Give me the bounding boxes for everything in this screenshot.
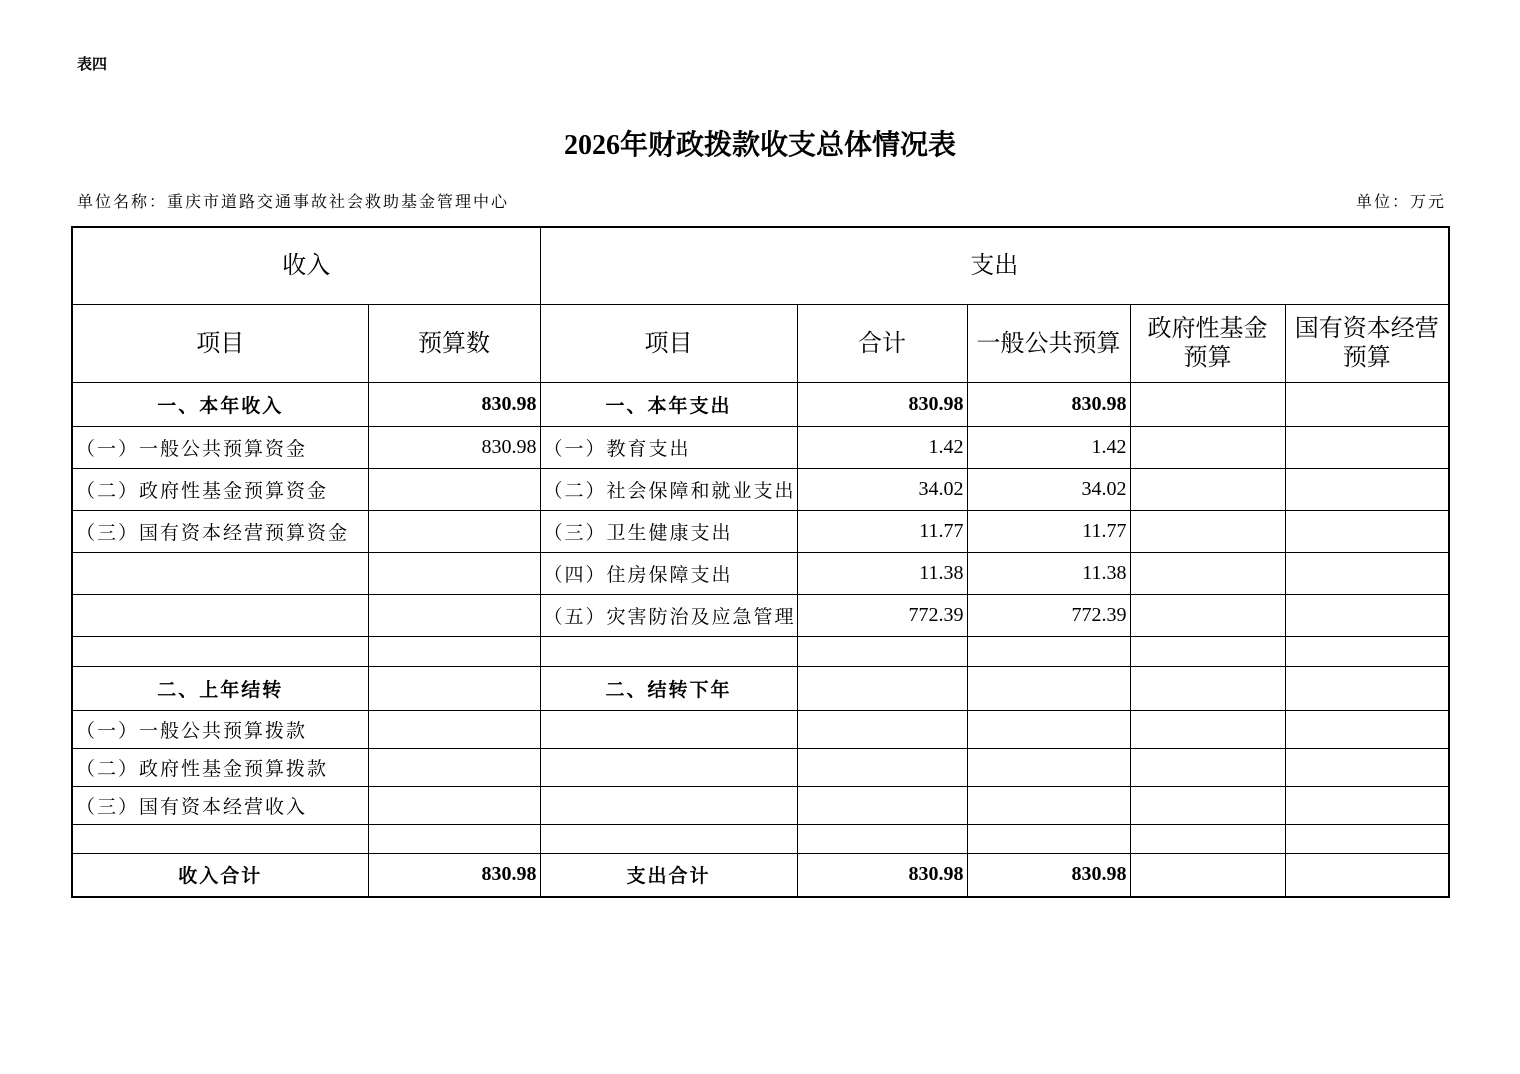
- income-budget-cell: [368, 710, 540, 748]
- column-header-row: [72, 304, 1449, 382]
- expense-total-cell: 772.39: [797, 594, 967, 636]
- income-item-cell: （二）政府性基金预算拨款: [72, 748, 368, 786]
- table-row: [72, 468, 1449, 510]
- capital-budget-cell: [1285, 426, 1449, 468]
- table-row: [72, 748, 1449, 786]
- expense-item-cell: 一、本年支出: [540, 382, 797, 426]
- expense-item-cell: [540, 786, 797, 824]
- table-row: [72, 552, 1449, 594]
- expense-item-cell: （三）卫生健康支出: [540, 510, 797, 552]
- income-item-header: 项目: [72, 304, 368, 382]
- general-budget-cell: 1.42: [967, 426, 1130, 468]
- capital-budget-cell: [1285, 824, 1449, 853]
- capital-budget-header-label: 国有资本经营预算: [1294, 314, 1439, 371]
- capital-budget-cell: [1285, 594, 1449, 636]
- table-row: [72, 426, 1449, 468]
- income-item-cell: 二、上年结转: [72, 666, 368, 710]
- expense-total-cell: 34.02: [797, 468, 967, 510]
- general-budget-cell: 11.77: [967, 510, 1130, 552]
- unit-label: 单位：万元: [1355, 192, 1446, 211]
- income-item-cell: [72, 636, 368, 666]
- capital-budget-cell: [1285, 552, 1449, 594]
- expense-total-header: 合计: [797, 304, 967, 382]
- income-budget-cell: [368, 824, 540, 853]
- general-budget-cell: [967, 710, 1130, 748]
- general-budget-cell: 34.02: [967, 468, 1130, 510]
- row-current-year: [72, 382, 1449, 426]
- general-budget-header: 一般公共预算: [967, 304, 1130, 382]
- fund-budget-cell: [1130, 636, 1285, 666]
- capital-budget-cell: [1285, 510, 1449, 552]
- capital-budget-cell: [1285, 382, 1449, 426]
- income-total-value: 830.98: [368, 853, 540, 897]
- expense-total-cell: [797, 710, 967, 748]
- expense-total-cell: 830.98: [797, 382, 967, 426]
- income-total-label: 收入合计: [72, 853, 368, 897]
- capital-budget-cell: [1285, 636, 1449, 666]
- general-budget-total-value: 830.98: [967, 853, 1130, 897]
- income-item-cell: （一）一般公共预算资金: [72, 426, 368, 468]
- fiscal-summary-table: [71, 226, 1450, 898]
- expense-item-cell: [540, 824, 797, 853]
- income-budget-cell: 830.98: [368, 426, 540, 468]
- capital-budget-header: [1285, 304, 1449, 382]
- general-budget-cell: [967, 824, 1130, 853]
- document-title: 2026年财政拨款收支总体情况表: [563, 130, 956, 161]
- general-budget-cell: [967, 786, 1130, 824]
- income-budget-cell: 830.98: [368, 382, 540, 426]
- expense-item-cell: [540, 748, 797, 786]
- expense-total-label: 支出合计: [540, 853, 797, 897]
- fund-budget-header-label: 政府性基金预算: [1147, 314, 1268, 371]
- general-budget-cell: [967, 666, 1130, 710]
- income-budget-header: 预算数: [368, 304, 540, 382]
- income-budget-cell: [368, 748, 540, 786]
- fund-budget-cell: [1130, 710, 1285, 748]
- group-header-row: [72, 227, 1449, 304]
- income-item-cell: （一）一般公共预算拨款: [72, 710, 368, 748]
- capital-budget-cell: [1285, 468, 1449, 510]
- capital-budget-cell: [1285, 710, 1449, 748]
- income-budget-cell: [368, 510, 540, 552]
- income-item-cell: （三）国有资本经营预算资金: [72, 510, 368, 552]
- fund-budget-cell: [1130, 382, 1285, 426]
- expense-total-cell: 11.77: [797, 510, 967, 552]
- fund-budget-cell: [1130, 786, 1285, 824]
- fund-budget-cell: [1130, 552, 1285, 594]
- general-budget-cell: 830.98: [967, 382, 1130, 426]
- table-row-blank: [72, 636, 1449, 666]
- expense-item-header: 项目: [540, 304, 797, 382]
- income-item-cell: [72, 594, 368, 636]
- unit-name: 单位名称：重庆市道路交通事故社会救助基金管理中心: [77, 192, 510, 211]
- expense-total-cell: [797, 666, 967, 710]
- income-budget-cell: [368, 552, 540, 594]
- income-item-cell: [72, 552, 368, 594]
- expense-group-header: 支出: [540, 227, 1449, 304]
- capital-budget-cell: [1285, 666, 1449, 710]
- general-budget-cell: [967, 748, 1130, 786]
- general-budget-cell: [967, 636, 1130, 666]
- fund-budget-total-value: [1130, 853, 1285, 897]
- table-row: [72, 594, 1449, 636]
- income-budget-cell: [368, 636, 540, 666]
- general-budget-cell: 11.38: [967, 552, 1130, 594]
- expense-item-cell: （二）社会保障和就业支出: [540, 468, 797, 510]
- income-item-cell: （二）政府性基金预算资金: [72, 468, 368, 510]
- fund-budget-cell: [1130, 594, 1285, 636]
- expense-total-value: 830.98: [797, 853, 967, 897]
- capital-budget-total-value: [1285, 853, 1449, 897]
- income-budget-cell: [368, 594, 540, 636]
- fund-budget-cell: [1130, 748, 1285, 786]
- income-item-cell: 一、本年收入: [72, 382, 368, 426]
- expense-total-cell: [797, 748, 967, 786]
- fund-budget-cell: [1130, 426, 1285, 468]
- table-row: [72, 786, 1449, 824]
- fund-budget-cell: [1130, 510, 1285, 552]
- table-number: 表四: [77, 55, 108, 73]
- expense-total-cell: [797, 786, 967, 824]
- expense-total-cell: [797, 824, 967, 853]
- fund-budget-cell: [1130, 468, 1285, 510]
- capital-budget-cell: [1285, 748, 1449, 786]
- income-group-header: 收入: [72, 227, 540, 304]
- table-row: [72, 510, 1449, 552]
- income-budget-cell: [368, 468, 540, 510]
- fund-budget-cell: [1130, 666, 1285, 710]
- row-carryover: [72, 666, 1449, 710]
- general-budget-cell: 772.39: [967, 594, 1130, 636]
- expense-item-cell: （一）教育支出: [540, 426, 797, 468]
- expense-total-cell: 11.38: [797, 552, 967, 594]
- row-total: [72, 853, 1449, 897]
- income-item-cell: （三）国有资本经营收入: [72, 786, 368, 824]
- expense-item-cell: [540, 710, 797, 748]
- fund-budget-cell: [1130, 824, 1285, 853]
- fund-budget-header: [1130, 304, 1285, 382]
- expense-item-cell: [540, 636, 797, 666]
- expense-item-cell: （五）灾害防治及应急管理: [540, 594, 797, 636]
- income-budget-cell: [368, 786, 540, 824]
- table-row: [72, 710, 1449, 748]
- capital-budget-cell: [1285, 786, 1449, 824]
- expense-item-cell: 二、结转下年: [540, 666, 797, 710]
- expense-total-cell: [797, 636, 967, 666]
- income-item-cell: [72, 824, 368, 853]
- expense-total-cell: 1.42: [797, 426, 967, 468]
- table-row-blank: [72, 824, 1449, 853]
- income-budget-cell: [368, 666, 540, 710]
- expense-item-cell: （四）住房保障支出: [540, 552, 797, 594]
